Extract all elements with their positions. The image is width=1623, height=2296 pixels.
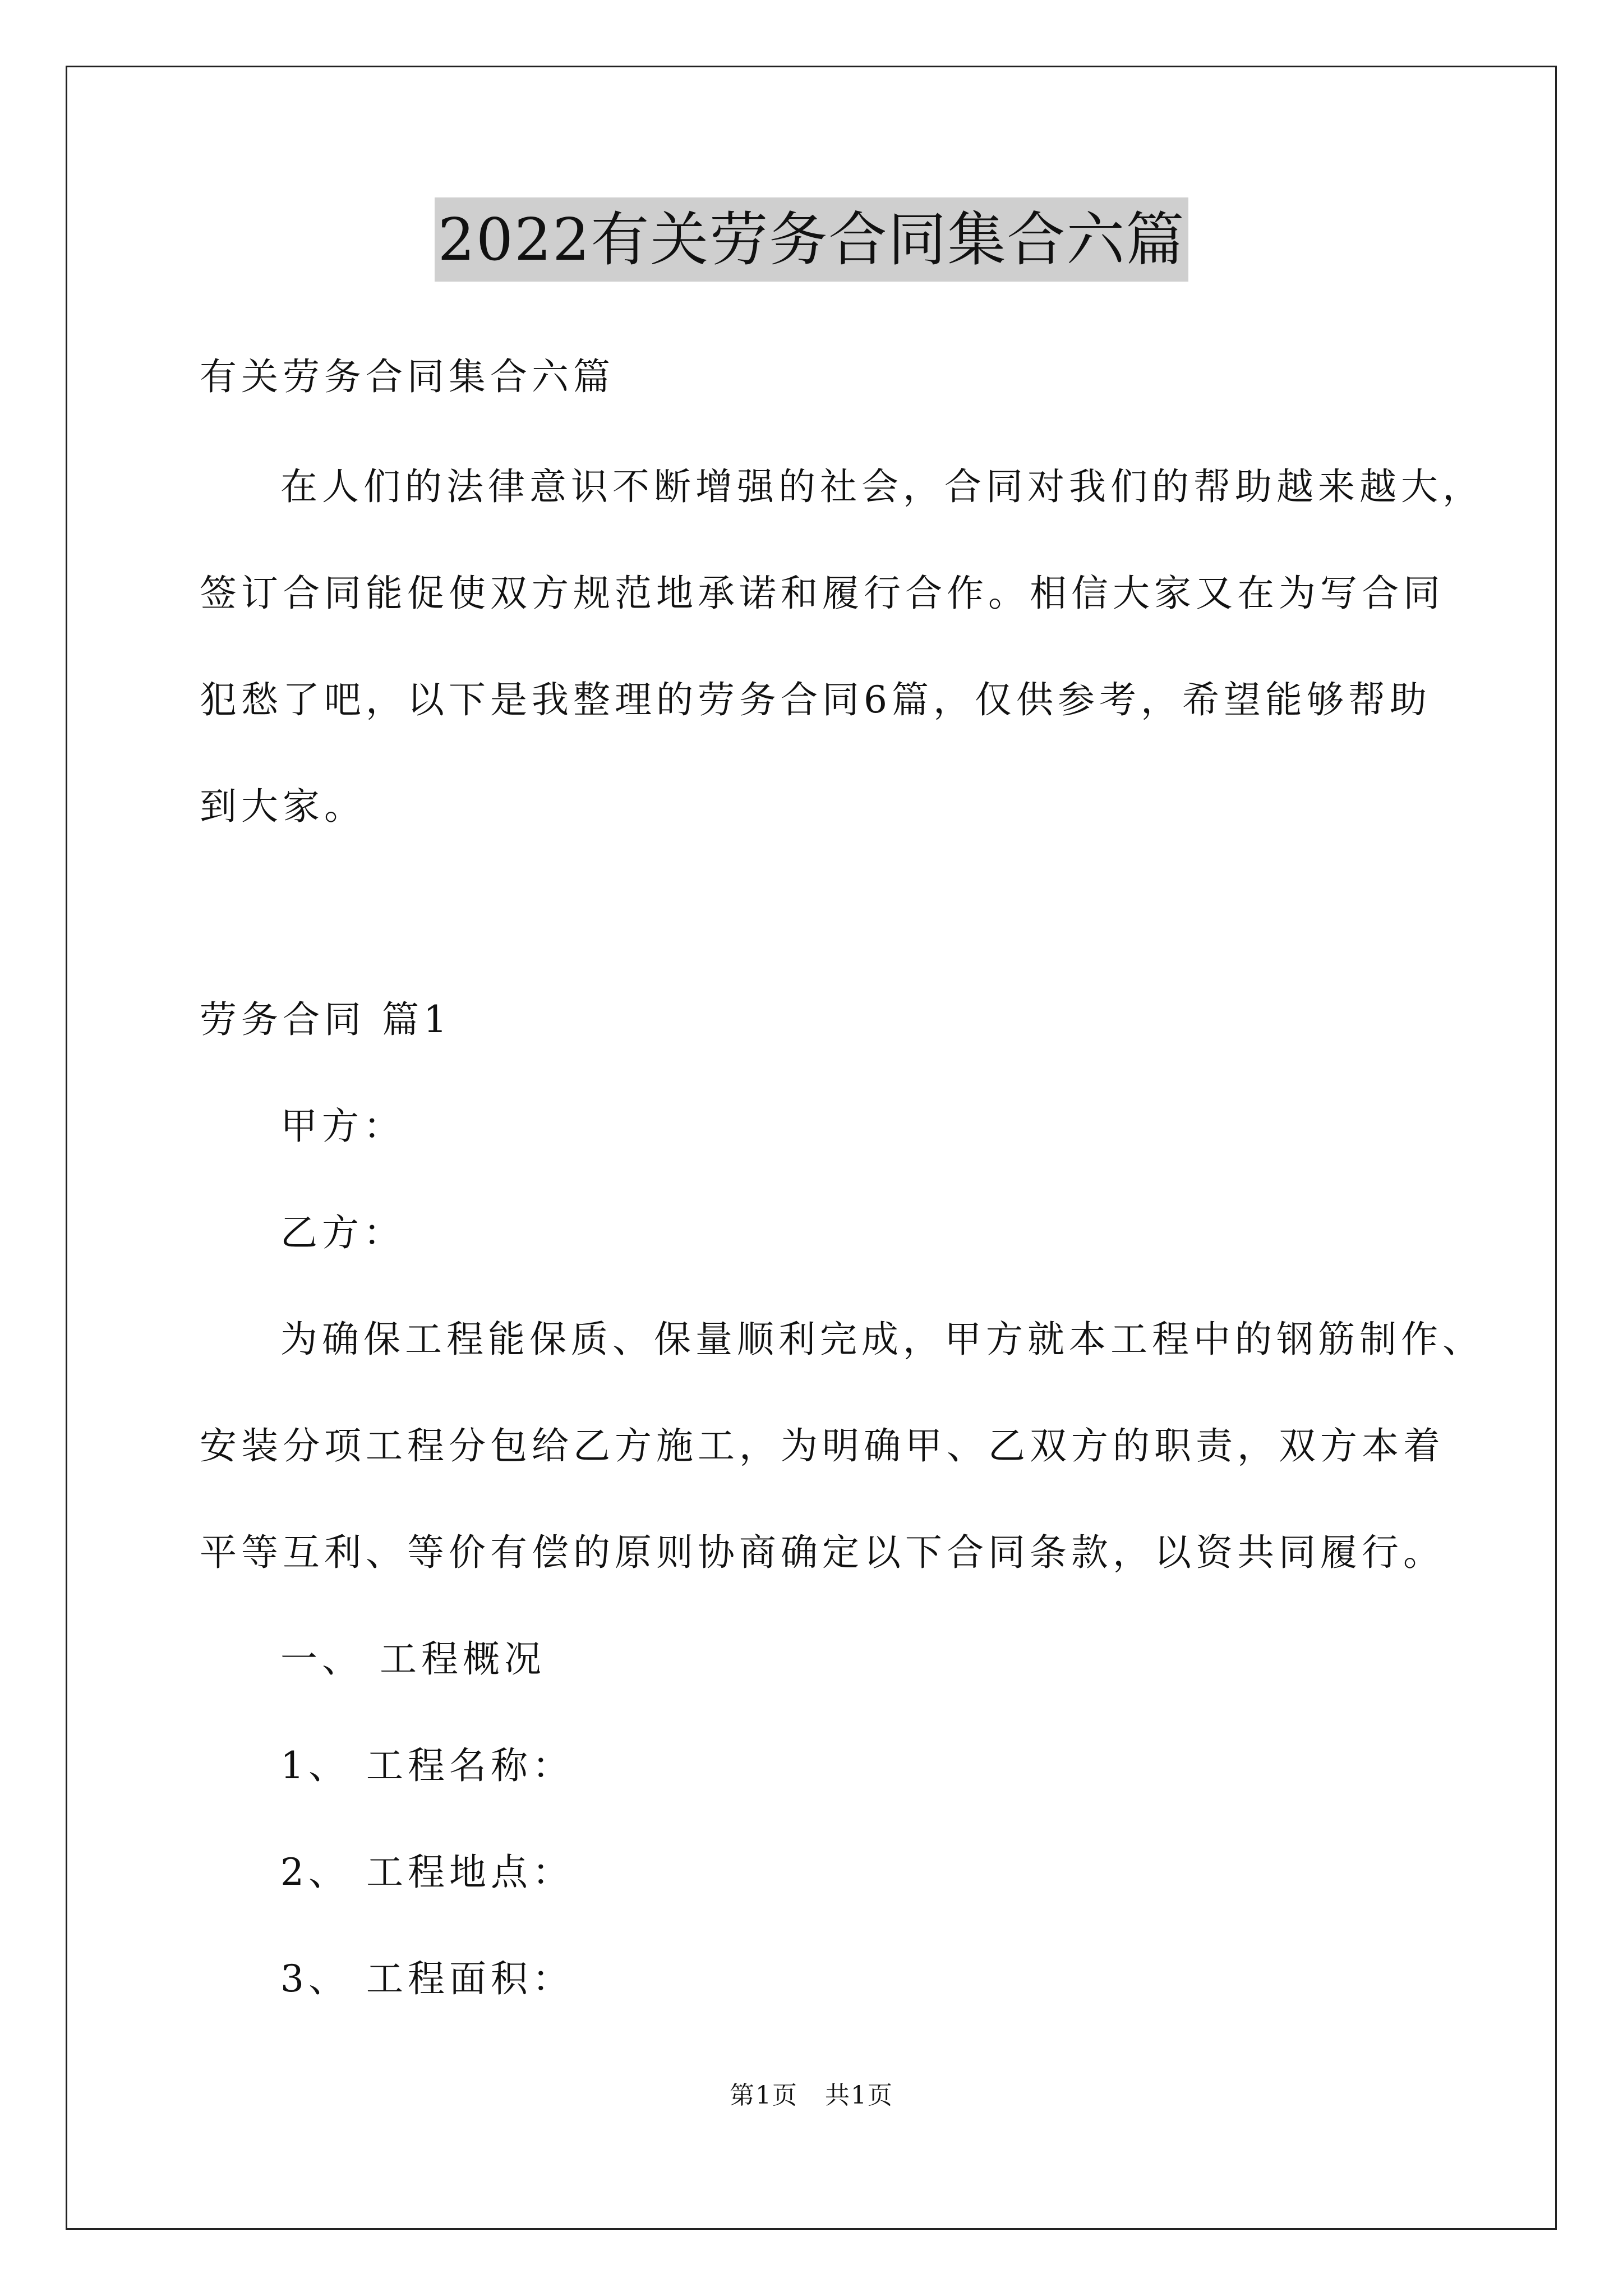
party-b-label: 乙方： — [280, 1211, 405, 1254]
document-title: 2022有关劳务合同集合六篇 — [435, 197, 1189, 282]
page-number-total: 共1页 — [825, 2081, 893, 2110]
intro-line-1: 在人们的法律意识不断增强的社会，合同对我们的帮助越来越大， — [280, 465, 1484, 508]
body-line-3: 平等互利、等价有偿的原则协商确定以下合同条款，以资共同履行。 — [200, 1531, 1445, 1574]
clause-item-2: 2、 工程地点： — [280, 1851, 574, 1894]
party-a-label: 甲方： — [280, 1105, 405, 1148]
body-line-1: 为确保工程能保质、保量顺利完成，甲方就本工程中的钢筋制作、 — [280, 1318, 1484, 1361]
page-footer — [0, 2079, 1623, 2113]
clause-heading: 一、 工程概况 — [280, 1637, 546, 1681]
intro-line-3: 犯愁了吧，以下是我整理的劳务合同6篇，仅供参考，希望能够帮助 — [200, 678, 1431, 721]
clause-item-3: 3、 工程面积： — [280, 1957, 574, 2000]
section-heading: 劳务合同 篇1 — [200, 998, 451, 1041]
intro-line-4: 到大家。 — [200, 785, 366, 828]
page-number-current: 第1页 — [730, 2081, 798, 2110]
document-subtitle: 有关劳务合同集合六篇 — [200, 355, 615, 398]
clause-item-1: 1、 工程名称： — [280, 1744, 574, 1787]
body-line-2: 安装分项工程分包给乙方施工，为明确甲、乙双方的职责，双方本着 — [200, 1424, 1445, 1467]
intro-line-2: 签订合同能促使双方规范地承诺和履行合作。相信大家又在为写合同 — [200, 572, 1445, 615]
title-container — [0, 197, 1623, 282]
